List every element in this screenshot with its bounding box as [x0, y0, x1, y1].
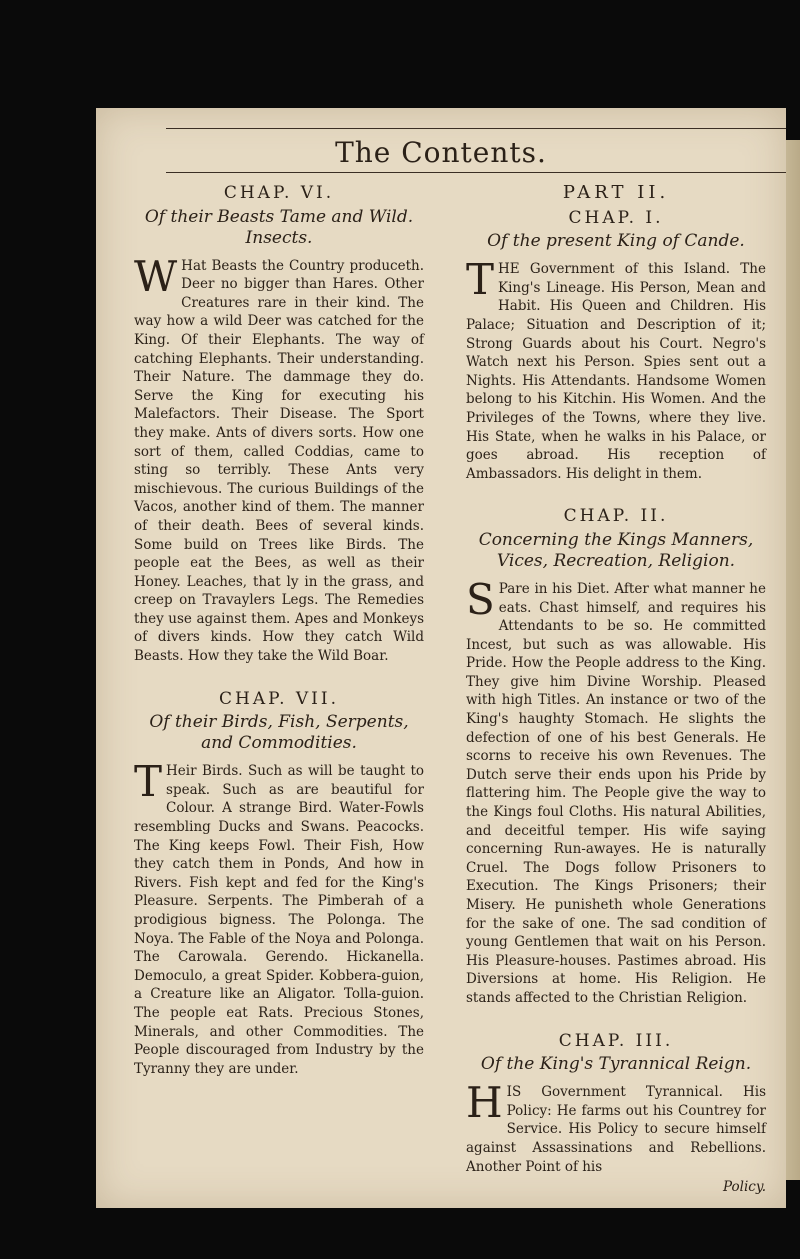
chapter-title: Of the present King of Cande.: [487, 231, 745, 252]
chapter-summary: [134, 251, 424, 666]
chapter-summary-text: Pare in his Diet. After what manner he eats. Chast himself, and requires his Attendants to be so. He committed Incest, but such as was allowable. His Pride. How the People address to the King. They give him Divine Worship. Pleased with high Titles. An instance or two of the King's haughty Stomach. He slights the defection of one of his best Generals. He scorns to receive his own Revenues. The Dutch serve their ends upon his Pride by flattering him. The People give the way to the Kings foul Cloths. His natural Abilities, and deceitful temper. His wife saying concerning Run-awayes. He is naturally Cruel. The Dogs follow Prisoners to Execution. The Kings Prisoners; their Misery. He punisheth whole Generations for the sake of one. The sad condition of young Gentlemen that wait on his Person. His Pleasure-houses. Pastimes abroad. His Diversions at home. His Religion. He stands affected to the Christian Religion.: [466, 580, 766, 1006]
chapter-number: CHAP. III.: [558, 1030, 674, 1051]
chapter-summary-text: Heir Birds. Such as will be taught to speak. Such as are beautiful for Colour. A strange Bird. Water-Fowls resembling Ducks and Swans. Peacocks. The King keeps Fowl. Their Fish, How they catch them in Ponds, And how in Rivers. Fish kept and fed for the King's Pleasure. Serpents. The Pimberah of a prodigious bigness. The Polonga. The Noya. The Fable of the Noya and Polonga. The Carowala. Gerendo. Hickanella. Democulo, a great Spider. Kobbera-guion, a Creature like an Aligator. Tolla-guion. The people eat Rats. Precious Stones, Minerals, and other Commodities. The People discouraged from Industry by the Tyranny they are under.: [134, 763, 424, 1077]
chapter-summary: [466, 1078, 766, 1176]
part-number: PART II.: [562, 182, 670, 203]
drop-cap: S: [466, 574, 495, 624]
chapter-summary-text: HE Government of this Island. The King's Lineage. His Person, Mean and Habit. His Queen and Children. His Palace; Situation and Description of it; Strong Guards about his Court. Negro's Watch next his Person. Spies sent out a Nights. His Attendants. Handsome Women belong to his Kitchin. His Women. And the Privileges of the Towns, where they live. His State, when he walks in his Palace, or goes abroad. His reception of Ambassadors. His delight in them.: [466, 261, 766, 482]
drop-cap: T: [466, 255, 495, 305]
header-rule-bottom: [166, 172, 786, 173]
chapter-title: Of their Beasts Tame and Wild. Insects.: [144, 206, 414, 248]
drop-cap: H: [466, 1078, 503, 1128]
chapter-number: CHAP. VI.: [223, 183, 335, 203]
chapter-title: Concerning the Kings Manners, Vices, Recreation, Religion.: [478, 529, 754, 571]
chapter-title: Of their Birds, Fish, Serpents, and Commodities.: [149, 712, 409, 754]
header-rule-top: [166, 128, 786, 129]
chapter-summary: [134, 757, 424, 1078]
book-page: [96, 108, 786, 1208]
chapter-number: CHAP. I.: [568, 207, 664, 228]
chapter-summary: [466, 574, 766, 1008]
right-column: [466, 178, 766, 1197]
chapter-number: CHAP. II.: [563, 506, 669, 527]
page-header-title: The Contents.: [335, 136, 547, 169]
drop-cap: T: [134, 757, 163, 807]
chapter-title: Of the King's Tyrannical Reign.: [480, 1054, 752, 1075]
chapter-summary-text: IS Government Tyrannical. His Policy: He farms out his Countrey for Service. His Policy to secure himself against Assassinations and Rebellions. Another Point of his: [466, 1084, 766, 1175]
chapter-summary-text: Hat Beasts the Country produceth. Deer no bigger than Hares. Other Creatures rare in their kind. The way how a wild Deer was catched for the King. Of their Elephants. The way of catching Elephants. Their understanding. Their Nature. The dammage they do. Serve the King for executing his Malefactors. Their Disease. The Sport they make. Ants of divers sorts. How one sort of them, called Coddias, came to sting so terribly. These Ants very mischievous. The curious Buildings of the Vacos, another kind of them. The manner of their death. Bees of several kinds. Some build on Trees like Birds. The people eat the Bees, as well as their Honey. Leaches, that ly in the grass, and creep on Travaylers Legs. The Remedies they use against them. Apes and Monkeys of divers kinds. How they catch Wild Beasts. How they take the Wild Boar.: [134, 257, 424, 665]
chapter-summary: [466, 255, 766, 483]
left-column: [134, 178, 424, 1078]
chapter-number: CHAP. VII.: [218, 688, 340, 709]
drop-cap: W: [134, 251, 178, 301]
catchword: Policy.: [723, 1179, 766, 1196]
